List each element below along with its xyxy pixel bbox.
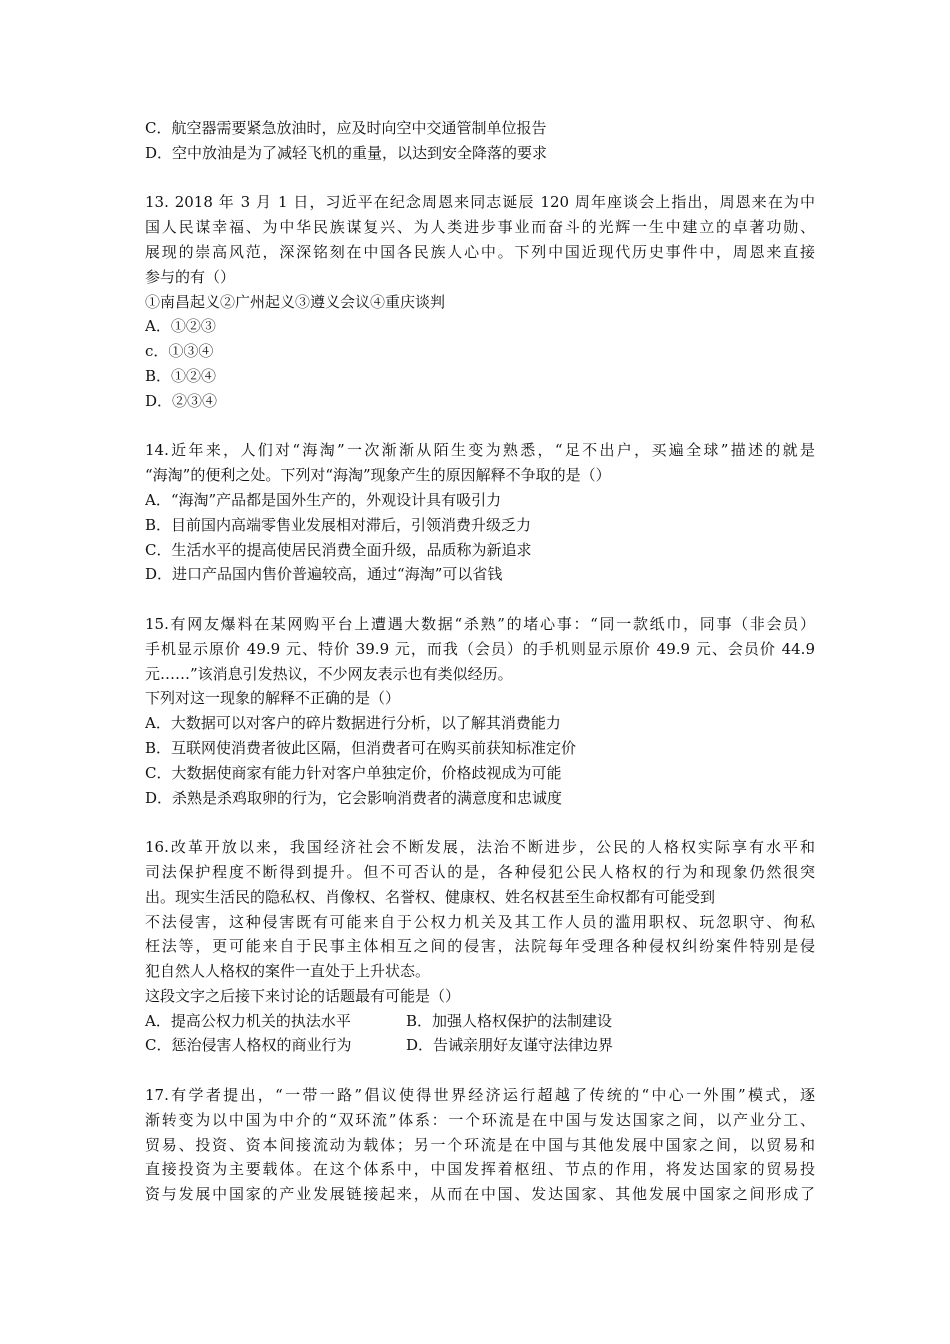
question-stem-line: 下列对这一现象的解释不正确的是（） bbox=[145, 689, 401, 708]
question-stem-line: 司法保护程度不断得到提升。但不可否认的是，各种侵犯公民人格权的行为和现象仍然很突 bbox=[145, 862, 815, 881]
question-stem-line: 这段文字之后接下来讨论的话题最有可能是（） bbox=[145, 986, 461, 1005]
document-page bbox=[145, 116, 815, 1207]
option-a: A．提高公权力机关的执法水平 bbox=[145, 1011, 351, 1030]
question-stem-line: 国人民谋幸福、为中华民族谋复兴、为人类进步事业而奋斗的光辉一生中建立的卓著功勋、 bbox=[145, 218, 815, 237]
question-stem-line: 手机显示原价 49.9 元、特价 39.9 元，而我（会员）的手机则显示原价 49.9 元、会员价 44.9 bbox=[145, 639, 815, 658]
spacer bbox=[145, 810, 815, 835]
question-stem-line: 15.有网友爆料在某网购平台上遭遇大数据“杀熟”的堵心事：“同一款纸巾，同事（非会员） bbox=[145, 614, 815, 633]
option-c: C．航空器需要紧急放油时，应及时向空中交通管制单位报告 bbox=[145, 119, 547, 137]
question-stem-line: 犯自然人人格权的案件一直处于上升状态。 bbox=[145, 962, 431, 981]
option-b: B．互联网使消费者彼此区隔，但消费者可在购买前获知标准定价 bbox=[145, 738, 577, 757]
question-stem-line: 参与的有（） bbox=[145, 267, 236, 286]
question-stem-line: 渐转变为以中国为中介的“双环流”体系：一个环流是在中国与发达国家之间，以产业分工、 bbox=[145, 1110, 815, 1129]
question-items: ①南昌起义②广州起义③遵义会议④重庆谈判 bbox=[145, 292, 446, 311]
option-b: B．加强人格权保护的法制建设 bbox=[406, 1011, 613, 1030]
question-stem-line: 16.改革开放以来，我国经济社会不断发展，法治不断进步，公民的人格权实际享有水平和 bbox=[145, 838, 815, 857]
option-d: D．②③④ bbox=[145, 391, 218, 410]
question-13 bbox=[145, 190, 815, 413]
option-c: C．大数据使商家有能力针对客户单独定价，价格歧视成为可能 bbox=[145, 763, 562, 782]
option-row bbox=[145, 1009, 815, 1034]
question-stem-line: “海淘”的便利之处。下列对“海淘”现象产生的原因解释不争取的是（） bbox=[145, 466, 611, 485]
question-stem-line: 展现的崇高风范，深深铭刻在中国各民族人心中。下列中国近现代历史事件中，周恩来直接 bbox=[145, 242, 815, 261]
question-stem-line: 13. 2018 年 3 月 1 日，习近平在纪念周恩来同志诞辰 120 周年座谈会上指出，周恩来在为中 bbox=[145, 193, 815, 212]
option-c: c．①③④ bbox=[145, 342, 214, 361]
spacer bbox=[145, 587, 815, 612]
question-stem-line: 不法侵害，这种侵害既有可能来自于公权力机关及其工作人员的滥用职权、玩忽职守、徇私 bbox=[145, 912, 815, 931]
option-b: B．①②④ bbox=[145, 366, 217, 385]
option-a: A．大数据可以对客户的碎片数据进行分析，以了解其消费能力 bbox=[145, 714, 561, 733]
question-stem-line: 17.有学者提出，“一带一路”倡议使得世界经济运行超越了传统的“中心一外围”模式，逐 bbox=[145, 1086, 815, 1105]
option-d: D．空中放油是为了减轻飞机的重量，以达到安全降落的要求 bbox=[145, 143, 548, 162]
question-stem-line: 14.近年来，人们对“海淘”一次渐渐从陌生变为熟悉，“足不出户，买遍全球”描述的就是 bbox=[145, 441, 815, 460]
spacer bbox=[145, 166, 815, 191]
question-15 bbox=[145, 612, 815, 810]
question-stem-line: 枉法等，更可能来自于民事主体相互之间的侵害，法院每年受理各种侵权纠纷案件特别是侵 bbox=[145, 937, 815, 956]
option-a: A．①②③ bbox=[145, 317, 216, 336]
question-stem-line: 出。现实生活民的隐私权、肖像权、名誉权、健康权、姓名权甚至生命权都有可能受到 bbox=[145, 887, 716, 906]
question-stem-line: 资与发展中国家的产业发展链接起来，从而在中国、发达国家、其他发展中国家之间形成了 bbox=[145, 1185, 815, 1204]
question-12-options bbox=[145, 116, 815, 166]
spacer bbox=[145, 414, 815, 439]
option-d: D．进口产品国内售价普遍较高，通过“海淘”可以省钱 bbox=[145, 565, 503, 584]
question-17 bbox=[145, 1083, 815, 1207]
question-stem-line: 直接投资为主要载体。在这个体系中，中国发挥着枢纽、节点的作用，将发达国家的贸易投 bbox=[145, 1160, 815, 1179]
question-14 bbox=[145, 438, 815, 587]
question-stem-line: 元……”该消息引发热议，不少网友表示也有类似经历。 bbox=[145, 664, 513, 683]
option-b: B．目前国内高端零售业发展相对滞后，引领消费升级乏力 bbox=[145, 515, 532, 534]
option-d: D．告诫亲朋好友谨守法律边界 bbox=[406, 1036, 614, 1055]
option-row bbox=[145, 1033, 815, 1058]
question-16 bbox=[145, 835, 815, 1058]
option-a: A．“海淘”产品都是国外生产的，外观设计具有吸引力 bbox=[145, 490, 502, 509]
spacer bbox=[145, 1058, 815, 1083]
option-d: D．杀熟是杀鸡取卵的行为，它会影响消费者的满意度和忠诚度 bbox=[145, 788, 563, 807]
option-c: C．惩治侵害人格权的商业行为 bbox=[145, 1036, 352, 1055]
option-c: C．生活水平的提高使居民消费全面升级，品质称为新追求 bbox=[145, 540, 532, 559]
question-stem-line: 贸易、投资、资本间接流动为载体；另一个环流是在中国与其他发展中国家之间，以贸易和 bbox=[145, 1135, 815, 1154]
